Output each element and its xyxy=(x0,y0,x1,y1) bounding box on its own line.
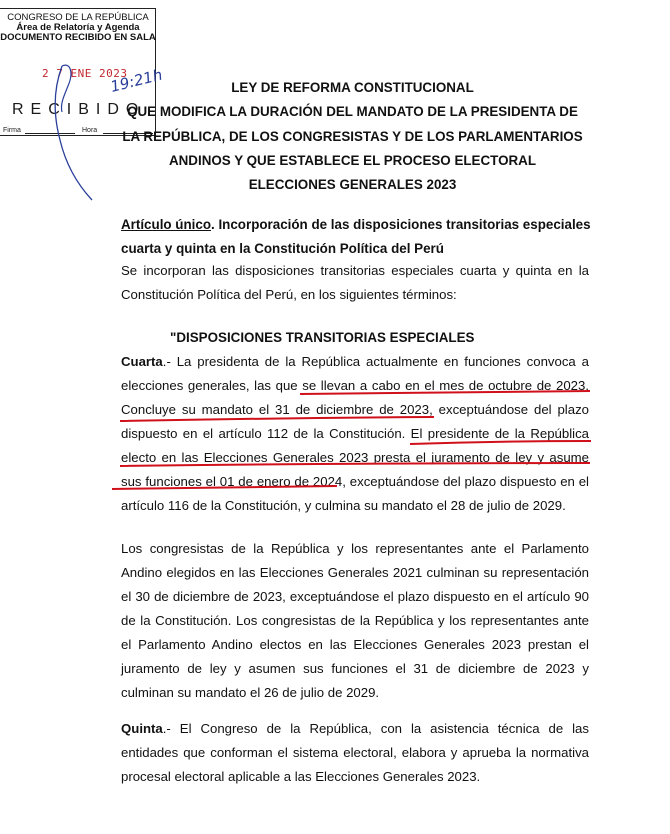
section-title: "DISPOSICIONES TRANSITORIAS ESPECIALES xyxy=(170,330,475,345)
stamp-received: RECIBIDO xyxy=(12,101,146,118)
title-line-2: QUE MODIFICA LA DURACIÓN DEL MANDATO DE LA PRESIDENTA DE xyxy=(127,104,578,120)
stamp-firma-line xyxy=(25,133,75,134)
title-line-1: LEY DE REFORMA CONSTITUCIONAL xyxy=(231,80,474,95)
congress-paragraph: Los congresistas de la República y los representantes ante el Parlamento Andino elegidos en las Elecciones Generales 2021 culminan su representación el 30 de diciembre de 2023, exceptuándose el plazo dispuesto en el artículo 90 de la Constitución. Los congresistas de la República y los representantes ante el Parlamento Andino electos en las Elecciones Generales 2023 prestan el juramento de ley y asumen sus funciones el 31 de diciembre de 2023 y culminan su mandato el 26 de julio de 2029. xyxy=(121,541,589,700)
cuarta-label: Cuarta xyxy=(121,354,163,369)
stamp-line-2: Área de Relatoría y Agenda xyxy=(16,22,140,33)
title-line-3: LA REPÚBLICA, DE LOS CONGRESISTAS Y DE LOS PARLAMENTARIOS xyxy=(122,128,583,144)
stamp-line-3: DOCUMENTO RECIBIDO EN SALA xyxy=(0,32,156,43)
stamp-date: 2 7 ENE 2023 xyxy=(42,67,128,80)
article-heading xyxy=(121,213,591,261)
handwritten-time: 19:21h xyxy=(108,65,165,96)
article-intro: Se incorporan las disposiciones transitorias especiales cuarta y quinta en la Constitución Política del Perú, en los siguientes términos: xyxy=(121,263,589,302)
article-heading-text: . Incorporación de las disposiciones transitorias especiales cuarta y quinta en la Constitución Política del Perú xyxy=(121,217,591,256)
quinta-paragraph xyxy=(121,717,589,789)
title-line-5: ELECCIONES GENERALES 2023 xyxy=(248,177,457,193)
stamp-firma-label: Firma xyxy=(3,127,21,134)
quinta-text: .- El Congreso de la República, con la asistencia técnica de las entidades que conforman el sistema electoral, elabora y aprueba la normativa procesal electoral aplicable a las Elecciones Generales 2023. xyxy=(121,721,589,784)
cuarta-text: .- La presidenta de la República actualmente en funciones convoca a elecciones generales, las que se llevan a cabo en el mes de octubre de 2023. Concluye su mandato el 31 de diciembre de 2023, exceptuándose del plazo dispuesto en el artículo 112 de la Constitución. El presidente de la República electo en las Elecciones Generales 2023 presta el juramento de ley y asume sus funciones el 01 de enero de 2024, exceptuándose del plazo dispuesto en el artículo 116 de la Constitución, y culmina su mandato el 28 de julio de 2029. xyxy=(121,354,589,513)
quinta-label: Quinta xyxy=(121,721,163,736)
title-line-4: ANDINOS Y QUE ESTABLECE EL PROCESO ELECTORAL xyxy=(168,152,537,168)
stamp-hora-label: Hora xyxy=(82,127,98,134)
law-title xyxy=(115,76,590,197)
stamp-line-1: CONGRESO DE LA REPÚBLICA xyxy=(7,12,149,23)
cuarta-paragraph xyxy=(121,350,589,518)
article-label: Artículo único xyxy=(121,217,212,232)
